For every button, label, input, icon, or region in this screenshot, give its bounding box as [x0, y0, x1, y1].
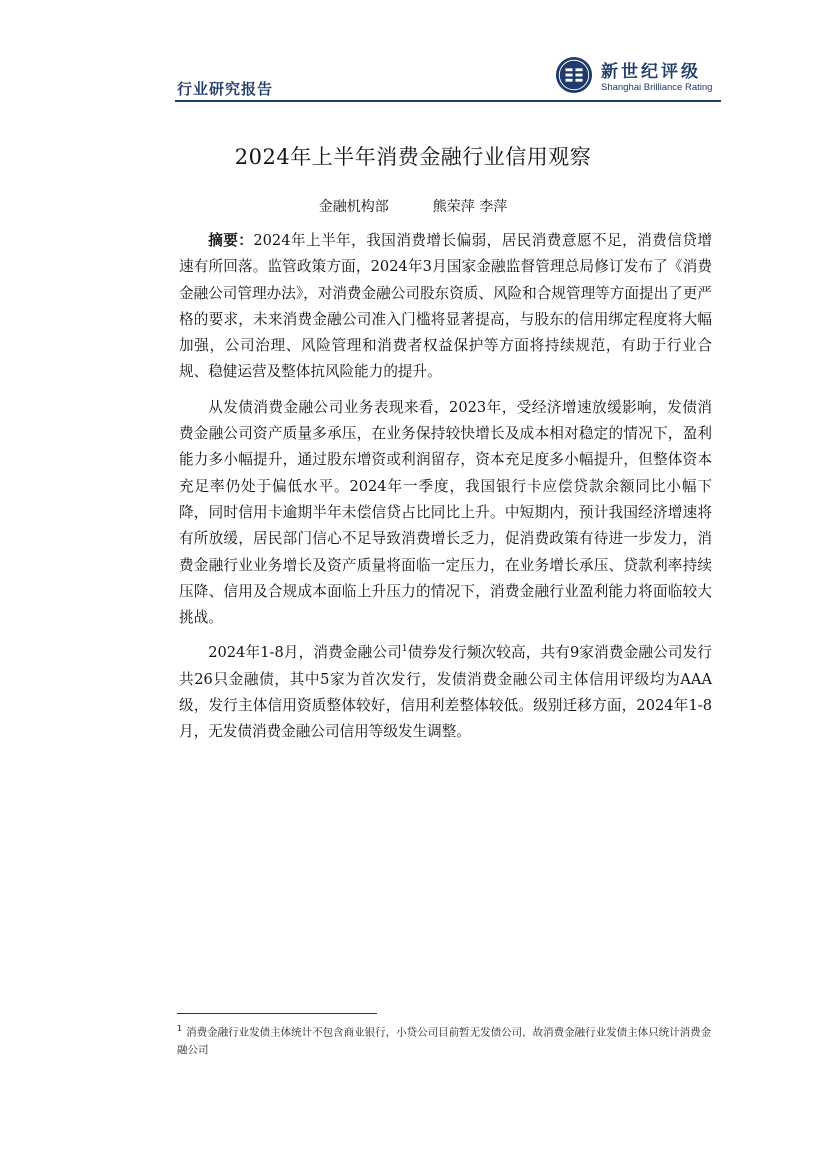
- footnote: [177, 1020, 717, 1059]
- brand-logo: [555, 56, 725, 96]
- abstract-paragraph: [179, 228, 712, 386]
- document-body: [179, 228, 712, 755]
- body-paragraph-2: 从发债消费金融公司业务表现来看，2023年，受经济增速放缓影响，发债消费金融公司资产质量多承压，在业务保持较快增长及成本相对稳定的情况下，盈利能力多小幅提升，通过股东增资或利润留存，资本充足度多小幅提升，但整体资本充足率仍处于偏低水平。2024年一季度，我国银行卡应偿贷款余额同比小幅下降，同时信用卡逾期半年未偿信贷占比同比上升。中短期内，预计我国经济增速将有所放缓，居民部门信心不足导致消费增长乏力，促消费政策有待进一步发力，消费金融行业业务增长及资产质量将面临一定压力，在业务增长承压、贷款利率持续压降、信用及合规成本面临上升压力的情况下，消费金融行业盈利能力将面临较大挑战。: [179, 398, 712, 627]
- footnote-divider: [177, 1013, 377, 1014]
- department: 金融机构部: [318, 199, 389, 215]
- document-title: 2024年上半年消费金融行业信用观察: [234, 145, 592, 169]
- abstract-text: 2024年上半年，我国消费增长偏弱，居民消费意愿不足，消费信贷增速有所回落。监管政策方面，2024年3月国家金融监督管理总局修订发布了《消费金融公司管理办法》，对消费金融公司股东资质、风险和合规管理等方面提出了更严格的要求，未来消费金融公司准入门槛将显著提高，与股东的信用绑定程度将大幅加强，公司治理、风险管理和消费者权益保护等方面将持续规范，有助于行业合规、稳健运营及整体抗风险能力的提升。: [179, 232, 712, 381]
- body-paragraph-3: [179, 640, 712, 745]
- byline: [0, 196, 826, 216]
- sbr-logo-icon: [555, 56, 593, 94]
- footnote-text: 消费金融行业发债主体统计不包含商业银行，小贷公司目前暂无发债公司，故消费金融行业发债主体只统计消费金融公司: [177, 1026, 712, 1056]
- author-names: 熊荣萍 李萍: [432, 199, 508, 215]
- footnote-reference[interactable]: 1: [401, 644, 408, 655]
- footnote-number: 1: [177, 1024, 183, 1033]
- logo-name-en: Shanghai Brilliance Rating: [601, 82, 713, 93]
- abstract-label: 摘要：: [208, 232, 254, 249]
- paragraph3-lead: 2024年1-8月，消费金融公司: [208, 644, 402, 662]
- paragraph3-rest: 债券发行频次较高，共有9家消费金融公司发行共26只金融债，其中5家为首次发行，发债消费金融公司主体信用评级均为AAA级，发行主体信用资质整体较好，信用利差整体较低。级别迁移方面，2024年1-8月，无发债消费金融公司信用等级发生调整。: [179, 644, 712, 741]
- report-section-label: 行业研究报告: [177, 80, 274, 98]
- logo-name-cn: 新世纪评级: [601, 62, 701, 82]
- header-divider: [175, 100, 721, 102]
